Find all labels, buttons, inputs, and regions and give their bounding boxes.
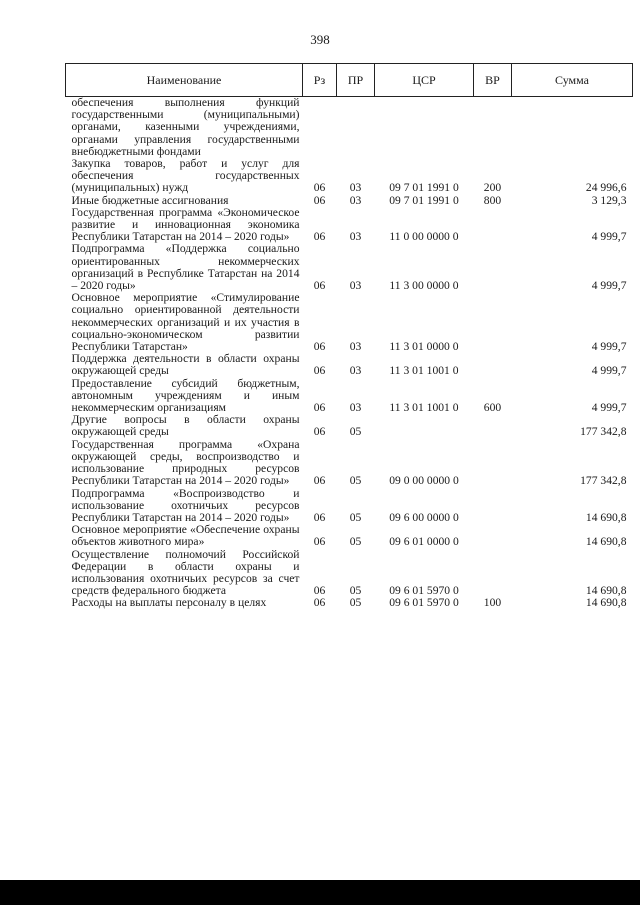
cell-name: Расходы на выплаты персоналу в целях — [71, 596, 267, 610]
cell-vr — [474, 243, 512, 292]
cell-rz: 06 — [313, 340, 326, 354]
cell-csr: 11 3 01 0000 0 — [389, 340, 459, 354]
cell-rz: 06 — [313, 193, 326, 207]
table-row — [66, 378, 633, 415]
table-row — [66, 292, 633, 353]
table-row — [66, 414, 633, 438]
scan-border — [0, 880, 640, 905]
cell-sum: 177 342,8 — [580, 474, 627, 488]
cell-pr: 03 — [349, 181, 362, 195]
header-csr: ЦСР — [375, 64, 474, 97]
table-row — [66, 549, 633, 598]
cell-rz: 06 — [313, 364, 326, 378]
cell-rz: 06 — [313, 474, 326, 488]
cell-vr — [474, 524, 512, 548]
cell-name: Основное мероприятие «Стимулирование социально ориентированной деятельности некоммерческих организаций и их участия в социально-экономическом развитии Республики Татарстан» — [71, 291, 300, 354]
cell-csr — [375, 414, 474, 438]
cell-csr — [375, 97, 474, 159]
cell-csr: 11 3 00 0000 0 — [389, 279, 459, 293]
header-pr: ПР — [337, 64, 375, 97]
budget-table — [65, 63, 633, 610]
cell-pr: 05 — [349, 584, 362, 598]
cell-csr: 11 3 01 1001 0 — [389, 401, 459, 415]
cell-pr: 05 — [349, 425, 362, 439]
cell-sum: 4 999,7 — [591, 340, 627, 354]
cell-name: Предоставление субсидий бюджетным, автономным учреждениям и иным некоммерческим организациям — [71, 376, 300, 415]
header-rz: Рз — [303, 64, 337, 97]
cell-vr — [474, 549, 512, 598]
cell-rz: 06 — [313, 230, 326, 244]
cell-csr: 11 0 00 0000 0 — [389, 230, 459, 244]
cell-pr: 05 — [349, 510, 362, 524]
table-row — [66, 243, 633, 292]
cell-vr: 100 — [483, 596, 502, 610]
cell-sum: 4 999,7 — [591, 401, 627, 415]
cell-pr: 05 — [349, 474, 362, 488]
cell-rz: 06 — [313, 181, 326, 195]
cell-csr: 09 7 01 1991 0 — [389, 193, 459, 207]
cell-vr: 800 — [483, 193, 502, 207]
page-number: 398 — [310, 32, 330, 47]
cell-pr: 03 — [349, 193, 362, 207]
cell-vr — [474, 207, 512, 244]
cell-rz — [303, 97, 337, 159]
cell-pr: 05 — [349, 535, 362, 549]
cell-pr: 03 — [349, 364, 362, 378]
cell-name: Государственная программа «Экономическое развитие и инновационная экономика Республики Татарстан на 2014 – 2020 годы» — [71, 205, 300, 244]
cell-rz: 06 — [313, 535, 326, 549]
table-row — [66, 195, 633, 207]
cell-name: Другие вопросы в области охраны окружающей среды — [71, 413, 300, 439]
cell-vr: 200 — [483, 181, 502, 195]
cell-csr: 09 7 01 1991 0 — [389, 181, 459, 195]
table-row — [66, 439, 633, 488]
cell-vr — [474, 439, 512, 488]
cell-pr: 03 — [349, 279, 362, 293]
cell-name: Подпрограмма «Поддержка социально ориентированных некоммерческих организаций в Республике Татарстан на 2014 – 2020 годы» — [71, 242, 300, 293]
table-row — [66, 488, 633, 525]
cell-vr — [474, 353, 512, 377]
cell-pr: 03 — [349, 340, 362, 354]
cell-sum: 14 690,8 — [585, 584, 627, 598]
table-row — [66, 207, 633, 244]
cell-pr: 03 — [349, 401, 362, 415]
table-row — [66, 524, 633, 548]
cell-sum — [512, 97, 633, 159]
cell-sum: 24 996,6 — [585, 181, 627, 195]
cell-name: Закупка товаров, работ и услуг для обеспечения государственных (муниципальных) нужд — [71, 157, 300, 195]
table-row — [66, 97, 633, 159]
cell-vr — [474, 292, 512, 353]
cell-rz: 06 — [313, 401, 326, 415]
cell-vr — [474, 414, 512, 438]
cell-rz: 06 — [313, 279, 326, 293]
cell-name: Осуществление полномочий Российской Федерации в области охраны и использования охотничьих ресурсов за счет средств федерального бюджета — [71, 547, 300, 598]
cell-name: обеспечения выполнения функций государственными (муниципальными) органами, казенными учреждениями, органами управления государственными внебюджетными фондами — [71, 96, 300, 158]
table-header — [66, 64, 633, 97]
cell-csr: 09 0 00 0000 0 — [389, 474, 459, 488]
cell-name: Иные бюджетные ассигнования — [71, 193, 229, 207]
cell-sum: 14 690,8 — [585, 510, 627, 524]
cell-rz: 06 — [313, 425, 326, 439]
header-vr: ВР — [474, 64, 512, 97]
header-sum: Сумма — [512, 64, 633, 97]
cell-name: Государственная программа «Охрана окружающей среды, воспроизводство и использование природных ресурсов Республики Татарстан на 2014 – 2020 годы» — [71, 437, 300, 488]
cell-vr — [474, 97, 512, 159]
table-body — [66, 97, 633, 610]
cell-sum: 4 999,7 — [591, 364, 627, 378]
table-row — [66, 353, 633, 377]
cell-csr: 09 6 01 0000 0 — [389, 535, 459, 549]
cell-sum: 14 690,8 — [585, 596, 627, 610]
cell-sum: 4 999,7 — [591, 279, 627, 293]
cell-sum: 14 690,8 — [585, 535, 627, 549]
cell-csr: 09 6 00 0000 0 — [389, 510, 459, 524]
header-name: Наименование — [66, 64, 303, 97]
cell-pr — [337, 97, 375, 159]
cell-sum: 4 999,7 — [591, 230, 627, 244]
cell-csr: 09 6 01 5970 0 — [389, 596, 459, 610]
cell-csr: 09 6 01 5970 0 — [389, 584, 459, 598]
table-row — [66, 597, 633, 609]
cell-name: Поддержка деятельности в области охраны окружающей среды — [71, 352, 300, 378]
cell-name: Подпрограмма «Воспроизводство и использование охотничьих ресурсов Республики Татарстан на 2014 – 2020 годы» — [71, 486, 300, 524]
table-row — [66, 158, 633, 195]
cell-pr: 05 — [349, 596, 362, 610]
cell-vr — [474, 488, 512, 525]
cell-name: Основное мероприятие «Обеспечение охраны объектов животного мира» — [71, 523, 300, 549]
cell-rz: 06 — [313, 596, 326, 610]
cell-sum: 177 342,8 — [580, 425, 627, 439]
cell-pr: 03 — [349, 230, 362, 244]
cell-rz: 06 — [313, 584, 326, 598]
cell-vr: 600 — [483, 401, 502, 415]
cell-csr: 11 3 01 1001 0 — [389, 364, 459, 378]
cell-sum: 3 129,3 — [591, 193, 627, 207]
cell-rz: 06 — [313, 510, 326, 524]
